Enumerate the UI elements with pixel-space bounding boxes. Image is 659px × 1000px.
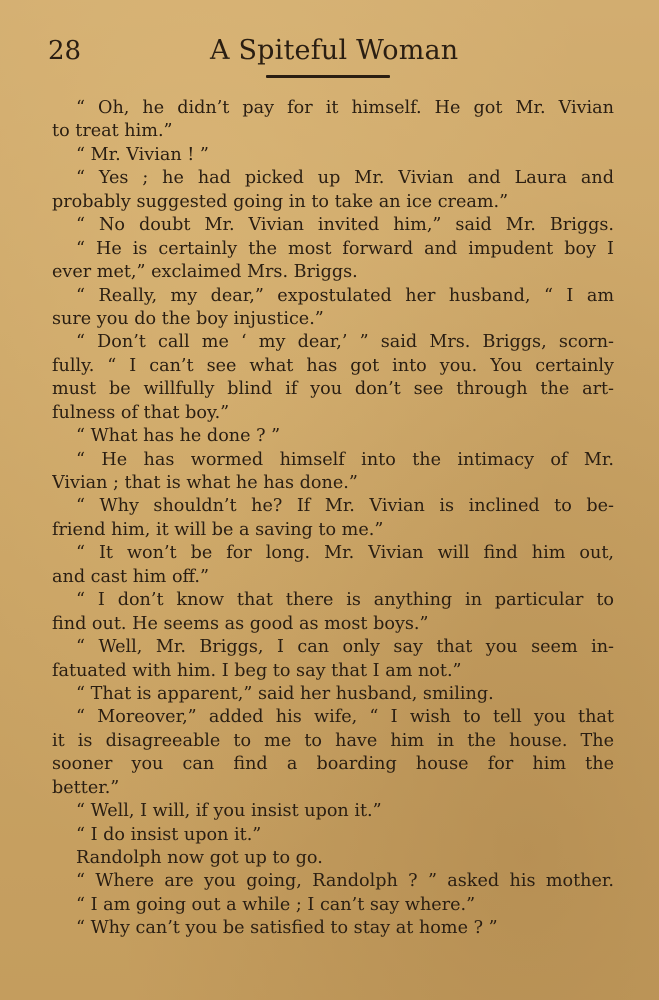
text-line: “ That is apparent,” said her husband, smiling. [76,683,494,704]
text-line: sure you do the boy injustice.” [52,308,324,329]
text-line: fatuated with him. I beg to say that I am not.” [52,660,462,681]
text-line: “ Really, my dear,” expostulated her husband, “ I am [76,285,614,306]
text-line: “ He has wormed himself into the intimacy of Mr. [76,449,614,470]
text-line: “ Well, I will, if you insist upon it.” [76,801,382,822]
text-line: “ I do insist upon it.” [76,824,262,845]
text-line: fully. “ I can’t see what has got into you. You certainly [52,355,614,376]
text-line: fulness of that boy.” [52,402,230,423]
text-line: “ What has he done ? ” [76,426,281,447]
text-line: “ Oh, he didn’t pay for it himself. He got Mr. Vivian [76,98,614,118]
text-line: Randolph now got up to go. [76,848,323,868]
text-line: “ Moreover,” added his wife, “ I wish to tell you that [76,707,614,728]
text-line: and cast him off.” [52,566,209,587]
text-line: “ Don’t call me ‘ my dear,’ ” said Mrs. Briggs, scorn- [76,332,614,353]
text-line: find out. He seems as good as most boys.” [52,613,429,634]
body-text [52,97,614,941]
running-title: A Spiteful Woman [210,35,459,66]
text-line: “ It won’t be for long. Mr. Vivian will find him out, [76,543,614,564]
text-line: must be willfully blind if you don’t see through the art- [52,379,614,400]
text-line: better.” [52,777,120,798]
text-line: “ He is certainly the most forward and impudent boy I [76,238,614,259]
page-number: 28 [48,36,82,66]
text-line: sooner you can find a boarding house for him the [52,754,614,775]
text-line: “ Why can’t you be satisfied to stay at home ? ” [76,918,498,939]
text-line: “ No doubt Mr. Vivian invited him,” said Mr. Briggs. [76,215,614,236]
text-line: “ Yes ; he had picked up Mr. Vivian and Laura and [76,168,614,189]
text-line: ever met,” exclaimed Mrs. Briggs. [52,262,358,283]
title-rule [266,75,390,78]
text-line: friend him, it will be a saving to me.” [52,519,384,540]
text-line: “ Mr. Vivian ! ” [76,144,209,165]
text-line: “ I am going out a while ; I can’t say where.” [76,894,476,915]
text-line: probably suggested going in to take an ice cream.” [52,191,509,212]
text-line: “ Well, Mr. Briggs, I can only say that you seem in- [76,637,614,658]
text-line: “ Where are you going, Randolph ? ” asked his mother. [76,871,614,892]
text-line: “ I don’t know that there is anything in particular to [76,590,614,611]
text-line: Vivian ; that is what he has done.” [52,473,358,493]
text-line: “ Why shouldn’t he? If Mr. Vivian is inclined to be- [76,496,614,517]
text-line: it is disagreeable to me to have him in the house. The [52,730,614,751]
text-line: to treat him.” [52,121,173,142]
